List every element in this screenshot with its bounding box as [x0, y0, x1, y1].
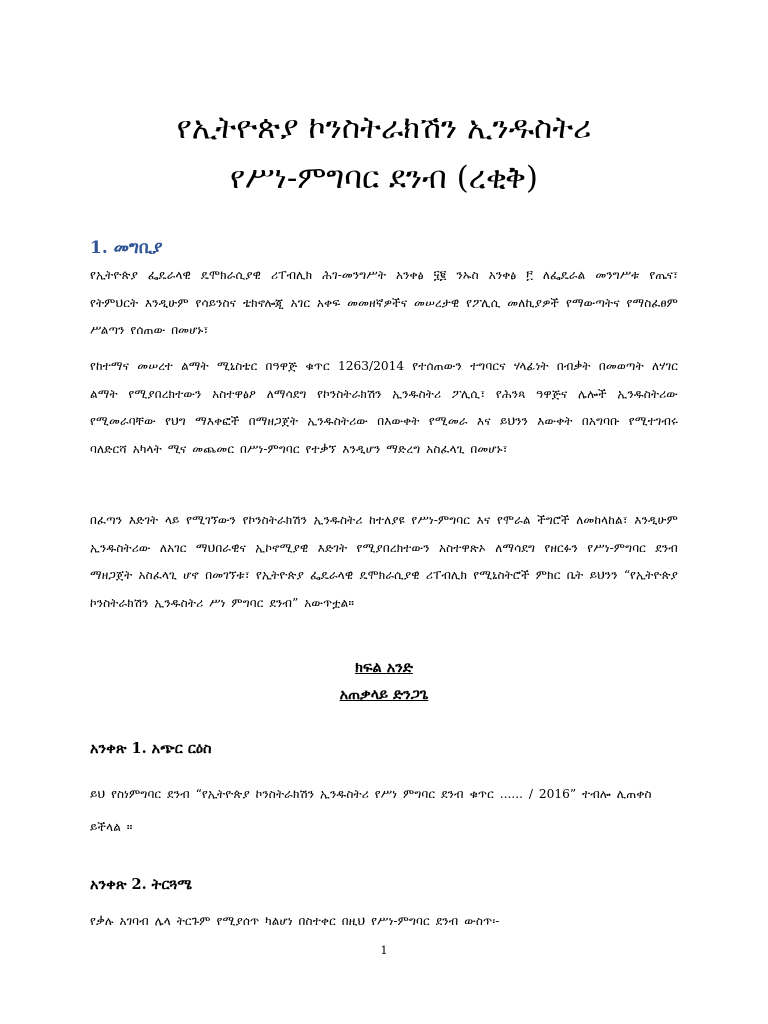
page-number: 1: [380, 944, 388, 957]
document-title-line2: የሥነ-ምግባር ደንብ (ረቂቅ): [229, 160, 538, 196]
article-1-heading: አንቀጽ 1. አጭር ርዕስ: [90, 740, 212, 757]
intro-paragraph-1: የኢትዮጵያ ፌዴራላዊ ዴሞክራሲያዊ ሪፐብሊክ ሕገ-መንግሥት አንቀፅ ፶፪ ንኡስ አንቀፅ ፫ ለፌዴራል መንግሥቱ የጤና፣ የትምህርት እንዲሁም የሳይንስና ቴክኖሎጂ አገር አቀፍ መመዘኛዎችና መሠረታዊ የፖሊሲ መለኪያዎች የማውጣትና የማስፈፀም ሥልጣን የሰጠው በመሆኑ፣: [90, 268, 678, 337]
article-2-heading: አንቀጽ 2. ትርጓሜ: [90, 876, 193, 893]
section-heading-introduction: 1. መግቢያ: [90, 238, 163, 258]
article-2-text: የቃሉ አገባብ ሌላ ትርጉም የሚያሰጥ ካልሆነ በስተቀር በዚህ የሥነ-ምግባር ደንብ ውስጥ፡-: [90, 914, 500, 928]
part-title: አጠቃላይ ድንጋጌ: [339, 686, 429, 703]
intro-paragraph-3: በፈጣን እድገት ላይ የሚገኘውን የኮንስትራክሽን ኢንዱስትሪ ከተለያዩ የሥነ-ምግባር እና የሞራል ችግሮች ለመከላከል፣ እንዲሁም ኢንዱስትሪው ለአገር ማህበራዊና ኢኮኖሚያዊ እድገት የሚያበረክተውን አስተዋጽኦ ለማሳደግ የዘርፉን የሥነ-ምግባር ደንብ ማዘጋጀት አስፈላጊ ሆኖ በመገኘቱ፣ የኢትዮጵያ ፌዴራላዊ ዴሞክራሲያዊ ሪፐብሊክ የሚኒስትሮች ምክር ቤት ይህንን “የኢትዮጵያ ኮንስትራክሽን ኢንዱስትሪ ሥነ ምግባር ደንብ” አውጥቷል።: [90, 513, 678, 610]
intro-paragraph-2: የከተማና መሠረተ ልማት ሚኒስቴር በዓዋጅ ቁጥር 1263/2014 የተሰጠውን ተግባርና ሃላፊነት በብቃት በመወጣት ለሃገር ልማት የሚያበረክተውን አስተዋፅዖ ለማሳደግ የኮንስትራክሽን ኢንዱስትሪ ፖሊሲ፣ የሕንጻ ዓዋጅና ሌሎች ኢንዱስትሪው የሚመራባቸው የህግ ማእቀፎች በማዘጋጀት ኢንዱስትሪው በእውቀት የሚመራ እና ይህንን እውቀት በአግባቡ የሚተገብሩ ባለድርሻ አካላት ሚና መጨመር በሥነ-ምግባር የተቃኘ እንዲሆን ማድረግ አስፈላጊ በመሆኑ፣: [90, 359, 678, 456]
document-title-line1: የኢትዮጵያ ኮንስትራክሽን ኢንዱስትሪ: [176, 110, 592, 146]
part-label: ክፍል አንድ: [355, 659, 413, 676]
article-1-text: ይህ የስነምግባር ደንብ “የኢትዮጵያ ኮንስትራክሽን ኢንዱስትሪ የሥነ ምግባር ደንብ ቁጥር ...... / 2016” ተብሎ ሊጠቀስ ይችላል ።: [90, 787, 652, 834]
